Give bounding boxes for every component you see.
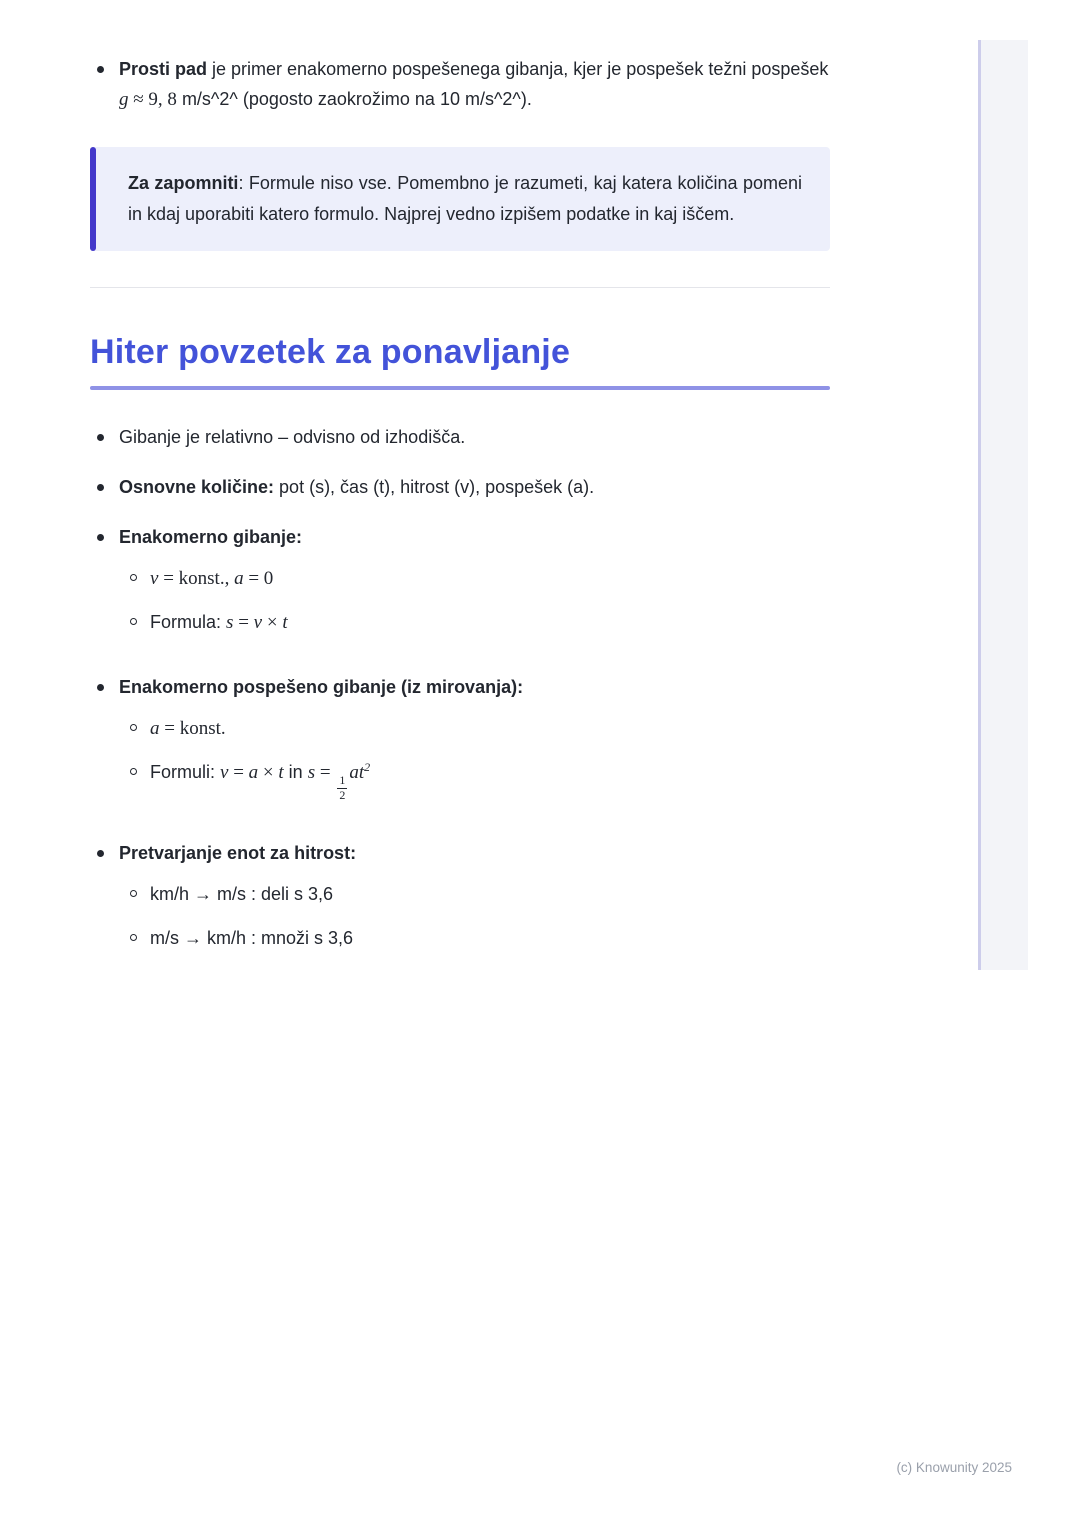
sublist-item-kmh-to-ms bbox=[119, 880, 356, 909]
sublist-item-text: km/h → m/s : deli s 3,6 bbox=[150, 883, 334, 904]
item5-bold: Pretvarjanje enot za hitrost: bbox=[119, 842, 357, 863]
sublist bbox=[119, 880, 356, 953]
item2-bold: Osnovne količine: bbox=[119, 477, 275, 498]
sublist-item-text bbox=[150, 714, 226, 743]
sublist-item-formula bbox=[119, 608, 302, 637]
math-variable-s: s bbox=[307, 762, 316, 784]
callout-box bbox=[90, 147, 830, 251]
sublist-item-formuli bbox=[119, 758, 523, 803]
sublist-item-text: m/s → km/h : množi s 3,6 bbox=[150, 927, 354, 948]
sublist bbox=[119, 714, 523, 803]
math-text: = konst. bbox=[159, 718, 226, 740]
circle-bullet-icon bbox=[130, 934, 137, 941]
intro-text-1: je primer enakomerno pospešenega gibanja, kjer je pospešek težni pospešek bbox=[207, 59, 829, 79]
fraction-numerator: 1 bbox=[339, 773, 346, 788]
callout-text bbox=[128, 168, 802, 230]
bullet-icon bbox=[97, 434, 104, 441]
document-content bbox=[90, 54, 830, 988]
list-item-text bbox=[119, 522, 302, 652]
list-item-prosti-pad bbox=[90, 54, 830, 115]
sublist-item-a-konst bbox=[119, 714, 523, 743]
math-superscript-2: 2 bbox=[364, 760, 371, 775]
bullet-icon bbox=[97, 484, 104, 491]
circle-bullet-icon bbox=[130, 724, 137, 731]
fraction-one-half bbox=[337, 774, 347, 803]
list-item-pospeseno-gibanje bbox=[90, 672, 830, 818]
bullet-icon bbox=[97, 534, 104, 541]
math-variable-v: v bbox=[150, 568, 159, 590]
math-text: = bbox=[233, 612, 254, 634]
intro-text-2: m/s^2^ (pogosto zaokrožimo na 10 m/s^2^). bbox=[176, 89, 532, 109]
sublist-item-v-konst bbox=[119, 564, 302, 593]
math-text: = bbox=[315, 762, 336, 784]
math-text: = konst., bbox=[158, 568, 235, 590]
math-variable-t: t bbox=[282, 612, 288, 634]
list-item-text bbox=[119, 672, 523, 818]
bullet-icon bbox=[97, 684, 104, 691]
circle-bullet-icon bbox=[130, 768, 137, 775]
math-value: ≈ 9, 8 bbox=[128, 89, 177, 110]
section-title-underline bbox=[90, 386, 830, 390]
formula-label: Formuli: bbox=[150, 762, 221, 783]
math-text: = bbox=[228, 762, 249, 784]
list-item-text bbox=[119, 838, 356, 968]
list-item-text: Gibanje je relativno – odvisno od izhodišča. bbox=[119, 427, 466, 448]
list-item-text bbox=[119, 472, 594, 502]
math-variable-a: a bbox=[234, 568, 244, 590]
circle-bullet-icon bbox=[130, 890, 137, 897]
list-item-pretvarjanje-enot bbox=[90, 838, 830, 968]
section-title: Hiter povzetek za ponavljanje bbox=[90, 333, 571, 371]
list-item-osnovne-kolicine bbox=[90, 472, 830, 502]
math-variable-v: v bbox=[220, 762, 229, 784]
math-variable-s: s bbox=[226, 612, 234, 634]
item2-text: pot (s), čas (t), hitrost (v), pospešek (a). bbox=[274, 477, 595, 498]
bullet-icon bbox=[97, 66, 104, 73]
sublist-item-text bbox=[150, 608, 288, 637]
scrollbar-track[interactable] bbox=[978, 40, 1028, 970]
formula-label: Formula: bbox=[150, 612, 227, 633]
math-variable-g: g bbox=[119, 89, 129, 110]
callout-body: : Formule niso vse. Pomembno je razumeti, kaj katera količina pomeni in kdaj uporabiti katero formulo. Najprej vedno izpišem podatke in kaj iščem. bbox=[128, 173, 802, 224]
intro-paragraph bbox=[119, 54, 830, 115]
callout-bold: Za zapomniti bbox=[128, 173, 239, 193]
item4-bold: Enakomerno pospešeno gibanje (iz mirovanja): bbox=[119, 677, 524, 698]
conjunction-text: in bbox=[283, 762, 308, 783]
circle-bullet-icon bbox=[130, 574, 137, 581]
sublist-item-text bbox=[150, 758, 370, 803]
math-variable-a: a bbox=[248, 762, 259, 784]
sublist-item-ms-to-kmh bbox=[119, 924, 356, 953]
math-text: × bbox=[262, 612, 283, 634]
footer-copyright: (c) Knowunity 2025 bbox=[896, 1460, 1012, 1475]
circle-bullet-icon bbox=[130, 618, 137, 625]
math-text: = 0 bbox=[243, 568, 274, 590]
item3-bold: Enakomerno gibanje: bbox=[119, 527, 303, 548]
math-variable-at: at bbox=[349, 762, 365, 784]
sublist bbox=[119, 564, 302, 637]
intro-bold: Prosti pad bbox=[119, 59, 208, 79]
divider bbox=[90, 287, 830, 288]
list-item-enakomerno-gibanje bbox=[90, 522, 830, 652]
summary-list bbox=[90, 422, 830, 968]
math-text: × bbox=[258, 762, 279, 784]
sublist-item-text bbox=[150, 564, 273, 593]
fraction-denominator: 2 bbox=[339, 788, 346, 803]
callout-accent-bar bbox=[90, 147, 96, 251]
bullet-icon bbox=[97, 850, 104, 857]
math-variable-t: t bbox=[278, 762, 284, 784]
math-variable-a: a bbox=[150, 718, 160, 740]
list-item-relativno bbox=[90, 422, 830, 452]
math-variable-v: v bbox=[253, 612, 263, 634]
